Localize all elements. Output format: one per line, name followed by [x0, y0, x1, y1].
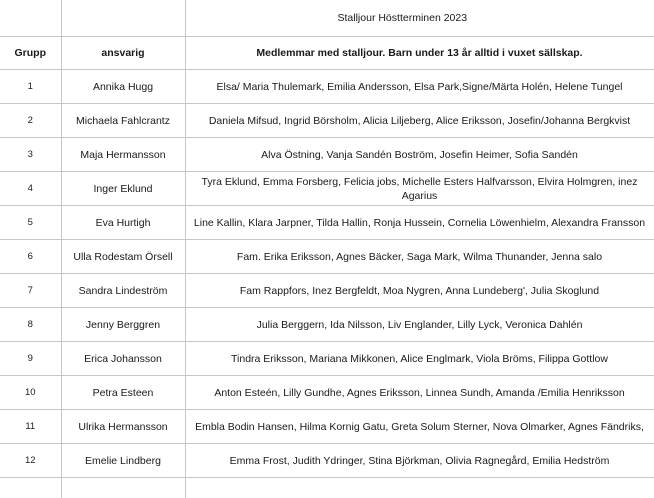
header-group[interactable]: Grupp [0, 37, 61, 70]
group-number[interactable]: 6 [0, 240, 61, 274]
table-row [0, 206, 654, 240]
table-row [0, 104, 654, 138]
member-list[interactable]: Fam. Erika Eriksson, Agnes Bäcker, Saga Mark, Wilma Thunander, Jenna salo [185, 240, 654, 274]
responsible-name[interactable]: Eva Hurtigh [61, 206, 185, 240]
member-list[interactable]: Emma Frost, Judith Ydringer, Stina Björkman, Olivia Ragnegård, Emilia Hedström [185, 444, 654, 478]
table-row [0, 342, 654, 376]
member-list[interactable]: Daniela Mifsud, Ingrid Börsholm, Alicia Liljeberg, Alice Eriksson, Josefin/Johanna Bergkvist [185, 104, 654, 138]
member-list[interactable]: Anton Esteén, Lilly Gundhe, Agnes Eriksson, Linnea Sundh, Amanda /Emilia Henriksson [185, 376, 654, 410]
responsible-name[interactable]: Petra Esteen [61, 376, 185, 410]
table-row [0, 308, 654, 342]
table-row [0, 240, 654, 274]
member-list[interactable]: Tindra Eriksson, Mariana Mikkonen, Alice Englmark, Viola Bröms, Filippa Gottlow [185, 342, 654, 376]
header-row [0, 37, 654, 70]
group-number[interactable]: 3 [0, 138, 61, 172]
empty-cell[interactable] [61, 478, 185, 498]
cell-b1[interactable] [61, 0, 185, 37]
member-list[interactable]: Line Kallin, Klara Jarpner, Tilda Hallin, Ronja Hussein, Cornelia Löwenhielm, Alexandra Fransson [185, 206, 654, 240]
group-number[interactable]: 4 [0, 172, 61, 206]
header-members[interactable]: Medlemmar med stalljour. Barn under 13 år alltid i vuxet sällskap. [185, 37, 654, 70]
table-row [0, 274, 654, 308]
group-number[interactable]: 2 [0, 104, 61, 138]
member-list[interactable]: Elsa/ Maria Thulemark, Emilia Andersson, Elsa Park,Signe/Märta Holén, Helene Tungel [185, 70, 654, 104]
responsible-name[interactable]: Ulrika Hermansson [61, 410, 185, 444]
member-list[interactable]: Fam Rappfors, Inez Bergfeldt, Moa Nygren, Anna Lundeberg', Julia Skoglund [185, 274, 654, 308]
group-number[interactable]: 5 [0, 206, 61, 240]
header-responsible[interactable]: ansvarig [61, 37, 185, 70]
table-row [0, 444, 654, 478]
responsible-name[interactable]: Ulla Rodestam Örsell [61, 240, 185, 274]
responsible-name[interactable]: Annika Hugg [61, 70, 185, 104]
group-number[interactable]: 9 [0, 342, 61, 376]
member-list[interactable]: Tyra Eklund, Emma Forsberg, Felicia jobs, Michelle Esters Halfvarsson, Elvira Holmgren, inez Agarius [185, 172, 654, 206]
table-row [0, 70, 654, 104]
title-row [0, 0, 654, 37]
member-list[interactable]: Embla Bodin Hansen, Hilma Kornig Gatu, Greta Solum Sterner, Nova Olmarker, Agnes Fändriks, [185, 410, 654, 444]
responsible-name[interactable]: Inger Eklund [61, 172, 185, 206]
table-row [0, 138, 654, 172]
table-row [0, 376, 654, 410]
responsible-name[interactable]: Erica Johansson [61, 342, 185, 376]
member-list[interactable]: Julia Berggern, Ida Nilsson, Liv Englander, Lilly Lyck, Veronica Dahlén [185, 308, 654, 342]
cell-a1[interactable] [0, 0, 61, 37]
group-number[interactable]: 1 [0, 70, 61, 104]
responsible-name[interactable]: Maja Hermansson [61, 138, 185, 172]
empty-row [0, 478, 654, 498]
responsible-name[interactable]: Sandra Lindeström [61, 274, 185, 308]
group-number[interactable]: 12 [0, 444, 61, 478]
responsible-name[interactable]: Michaela Fahlcrantz [61, 104, 185, 138]
sheet-title[interactable]: Stalljour Höstterminen 2023 [185, 0, 654, 37]
responsible-name[interactable]: Emelie Lindberg [61, 444, 185, 478]
empty-cell[interactable] [0, 478, 61, 498]
group-number[interactable]: 8 [0, 308, 61, 342]
group-number[interactable]: 10 [0, 376, 61, 410]
member-list[interactable]: Alva Östning, Vanja Sandén Boström, Josefin Heimer, Sofia Sandén [185, 138, 654, 172]
group-number[interactable]: 7 [0, 274, 61, 308]
table-row [0, 410, 654, 444]
responsible-name[interactable]: Jenny Berggren [61, 308, 185, 342]
group-number[interactable]: 11 [0, 410, 61, 444]
empty-cell[interactable] [185, 478, 654, 498]
table-row [0, 172, 654, 206]
